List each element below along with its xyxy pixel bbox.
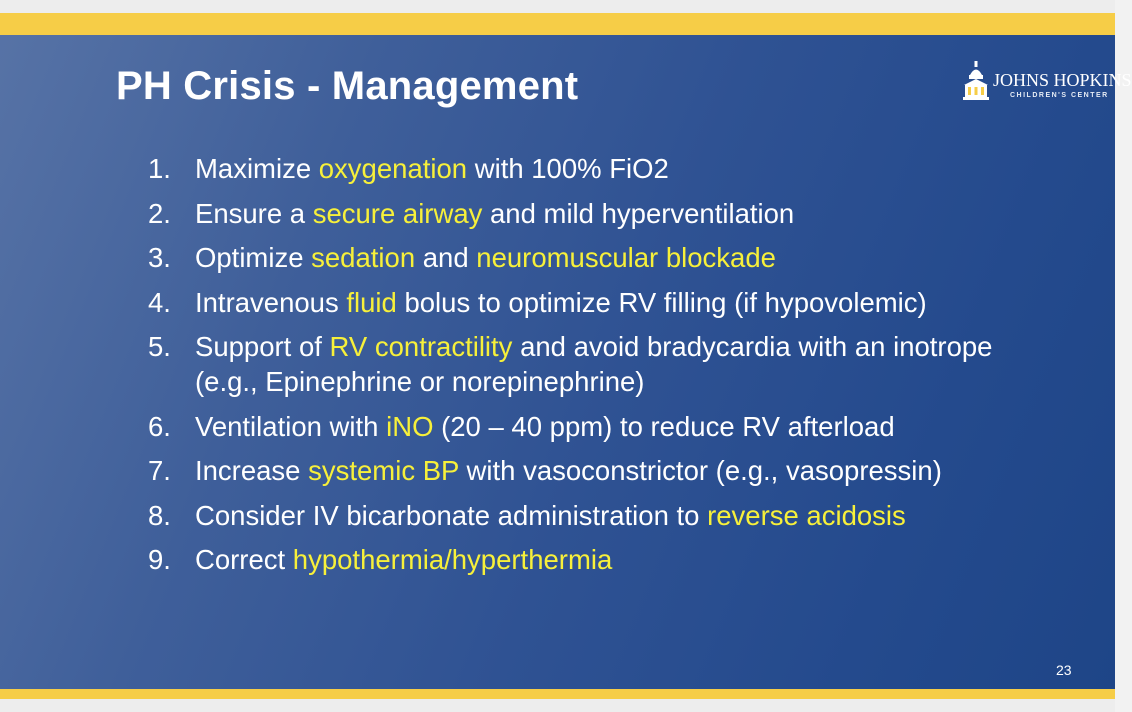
list-item-number: 3. — [148, 242, 171, 273]
logo-name: JOHNS HOPKINS — [993, 70, 1132, 90]
list-item — [148, 196, 1048, 231]
accent-bar-top — [0, 13, 1115, 35]
text-segment: Optimize — [195, 242, 312, 273]
list-item — [148, 498, 1048, 533]
list-item-text — [195, 453, 1048, 488]
list-item-text — [195, 240, 1048, 275]
text-segment: (20 – 40 ppm) to reduce RV afterload — [433, 410, 895, 442]
text-segment: Correct — [195, 544, 293, 575]
list-item-text — [195, 542, 1048, 577]
text-segment: Consider IV bicarbonate administration to — [195, 499, 708, 531]
slide-title: PH Crisis - Management — [116, 64, 579, 108]
accent-bar-bottom — [0, 689, 1115, 699]
list-item-number: 8. — [148, 499, 171, 531]
highlighted-term: secure airway — [312, 197, 483, 229]
text-segment: with vasoconstrictor (e.g., vasopressin) — [458, 455, 942, 486]
text-segment: Ensure a — [195, 197, 313, 229]
text-segment: Ventilation with — [195, 410, 387, 442]
list-item-number: 2. — [148, 197, 171, 229]
list-item-text — [195, 329, 1048, 399]
window-frame-top — [0, 0, 1115, 13]
list-item-number: 6. — [148, 410, 171, 442]
window-frame-bottom — [0, 699, 1115, 712]
list-item — [148, 329, 1048, 399]
list-item — [148, 285, 1048, 320]
text-segment: with 100% FiO2 — [467, 153, 669, 184]
page-number: 23 — [1056, 662, 1072, 678]
text-segment: and — [415, 242, 477, 273]
highlighted-term: RV contractility — [329, 331, 513, 362]
list-item-number: 7. — [148, 455, 171, 486]
text-segment: Increase — [195, 455, 309, 486]
highlighted-term: hypothermia/hyperthermia — [292, 544, 613, 575]
management-steps-list — [148, 151, 1048, 587]
text-segment: and avoid bradycardia with an inotrope (e.g., Epinephrine or norepinephrine) — [195, 331, 993, 397]
highlighted-term: systemic BP — [308, 455, 459, 486]
highlighted-term: fluid — [346, 286, 397, 318]
highlighted-term: sedation — [311, 242, 416, 273]
list-item-text — [195, 498, 1048, 533]
list-item-number: 9. — [148, 544, 171, 575]
list-item — [148, 409, 1048, 444]
highlighted-term: neuromuscular blockade — [476, 242, 776, 273]
list-item-text — [195, 409, 1048, 444]
text-segment: Support of — [195, 331, 330, 362]
list-item-text — [195, 151, 1048, 186]
building-dome-icon — [962, 61, 990, 101]
highlighted-term: iNO — [386, 410, 434, 442]
text-segment: Intravenous — [195, 286, 347, 318]
highlighted-term: oxygenation — [318, 153, 468, 184]
text-segment: Maximize — [195, 153, 319, 184]
list-item — [148, 240, 1048, 275]
list-item-text — [195, 285, 1048, 320]
text-segment: bolus to optimize RV filling (if hypovolemic) — [396, 286, 927, 318]
list-item — [148, 453, 1048, 488]
highlighted-term: reverse acidosis — [707, 499, 906, 531]
list-item — [148, 542, 1048, 577]
list-item-number: 1. — [148, 153, 171, 184]
presentation-slide — [0, 13, 1132, 699]
list-item — [148, 151, 1048, 186]
logo-subtitle: CHILDREN'S CENTER — [1010, 92, 1109, 99]
list-item-number: 5. — [148, 331, 171, 362]
text-segment: and mild hyperventilation — [482, 197, 795, 229]
institution-logo — [962, 61, 1132, 111]
list-item-text — [195, 196, 1048, 231]
list-item-number: 4. — [148, 286, 171, 318]
